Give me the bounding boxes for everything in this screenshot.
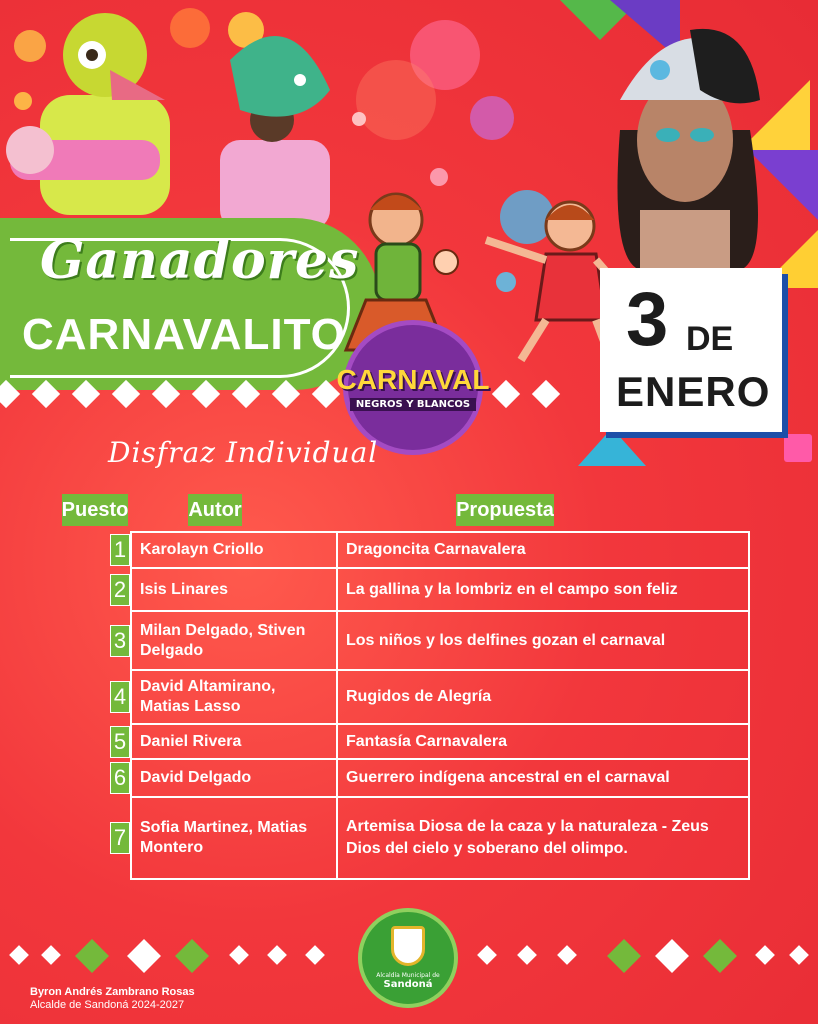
rank-badge: 5	[110, 726, 130, 758]
rank-badge: 3	[110, 625, 130, 657]
decor-dot	[470, 96, 514, 140]
autor-cell: Daniel Rivera	[132, 725, 338, 758]
autor-cell: David Altamirano, Matias Lasso	[132, 671, 338, 723]
table-row	[113, 798, 748, 878]
cartoon-children-illustration	[306, 180, 636, 370]
rank-badge: 7	[110, 822, 130, 854]
table-row	[113, 612, 748, 671]
alcaldia-sandona-logo	[358, 908, 458, 1008]
costume-photo-left	[0, 0, 350, 230]
results-table	[113, 531, 750, 880]
table-row	[113, 533, 748, 569]
date-month: ENERO	[616, 368, 771, 415]
propuesta-cell: Dragoncita Carnavalera	[346, 541, 526, 558]
logo-sandona-text: Sandoná	[383, 979, 433, 990]
title-ganadores: Ganadores	[40, 230, 360, 291]
rank-badge: 1	[110, 534, 130, 566]
propuesta-cell: Rugidos de Alegría	[346, 688, 492, 705]
autor-cell: David Delgado	[132, 760, 338, 796]
signer-role: Alcalde de Sandoná 2024-2027	[30, 999, 185, 1011]
carnaval-negros-blancos-logo	[336, 320, 490, 455]
logo-alcaldia-text: Alcaldía Municipal de	[376, 972, 440, 979]
rank-badge: 2	[110, 574, 130, 606]
date-day: 3	[626, 277, 669, 362]
date-de: DE	[686, 320, 734, 358]
propuesta-cell: Los niños y los delfines gozan el carnaval	[346, 631, 666, 649]
decor-triangle	[578, 428, 646, 466]
autor-cell: Isis Linares	[132, 569, 338, 610]
propuesta-cell: Guerrero indígena ancestral en el carnaval	[346, 769, 670, 786]
header-propuesta: Propuesta	[456, 494, 554, 526]
decor-dot	[356, 60, 436, 140]
propuesta-cell: La gallina y la lombriz en el campo son feliz	[346, 580, 678, 598]
propuesta-cell: Artemisa Diosa de la caza y la naturaleza - Zeus Dios del cielo y soberano del olimpo.	[346, 818, 709, 857]
signer-name: Byron Andrés Zambrano Rosas	[30, 986, 195, 998]
propuesta-cell: Fantasía Carnavalera	[346, 732, 507, 750]
coat-of-arms-icon	[391, 926, 425, 966]
table-row	[113, 671, 748, 725]
logo-carnaval-word: CARNAVAL	[336, 364, 490, 395]
table-row	[113, 760, 748, 798]
date-box	[600, 268, 782, 432]
rank-badge: 6	[110, 762, 130, 794]
signer-block	[30, 986, 195, 1012]
rank-badge: 4	[110, 681, 130, 713]
table-row	[113, 725, 748, 760]
logo-carnaval-subtitle: NEGROS Y BLANCOS	[350, 398, 476, 411]
decor-dot	[352, 112, 366, 126]
header-autor: Autor	[188, 494, 242, 526]
header-puesto: Puesto	[62, 494, 128, 526]
autor-cell: Sofia Martinez, Matias Montero	[132, 798, 338, 878]
title-carnavalito: CARNAVALITO	[22, 310, 346, 359]
autor-cell: Karolayn Criollo	[132, 533, 338, 567]
category-subtitle: Disfraz Individual	[108, 436, 379, 469]
decor-dot	[784, 434, 812, 462]
table-row	[113, 569, 748, 612]
autor-cell: Milan Delgado, Stiven Delgado	[132, 612, 338, 669]
